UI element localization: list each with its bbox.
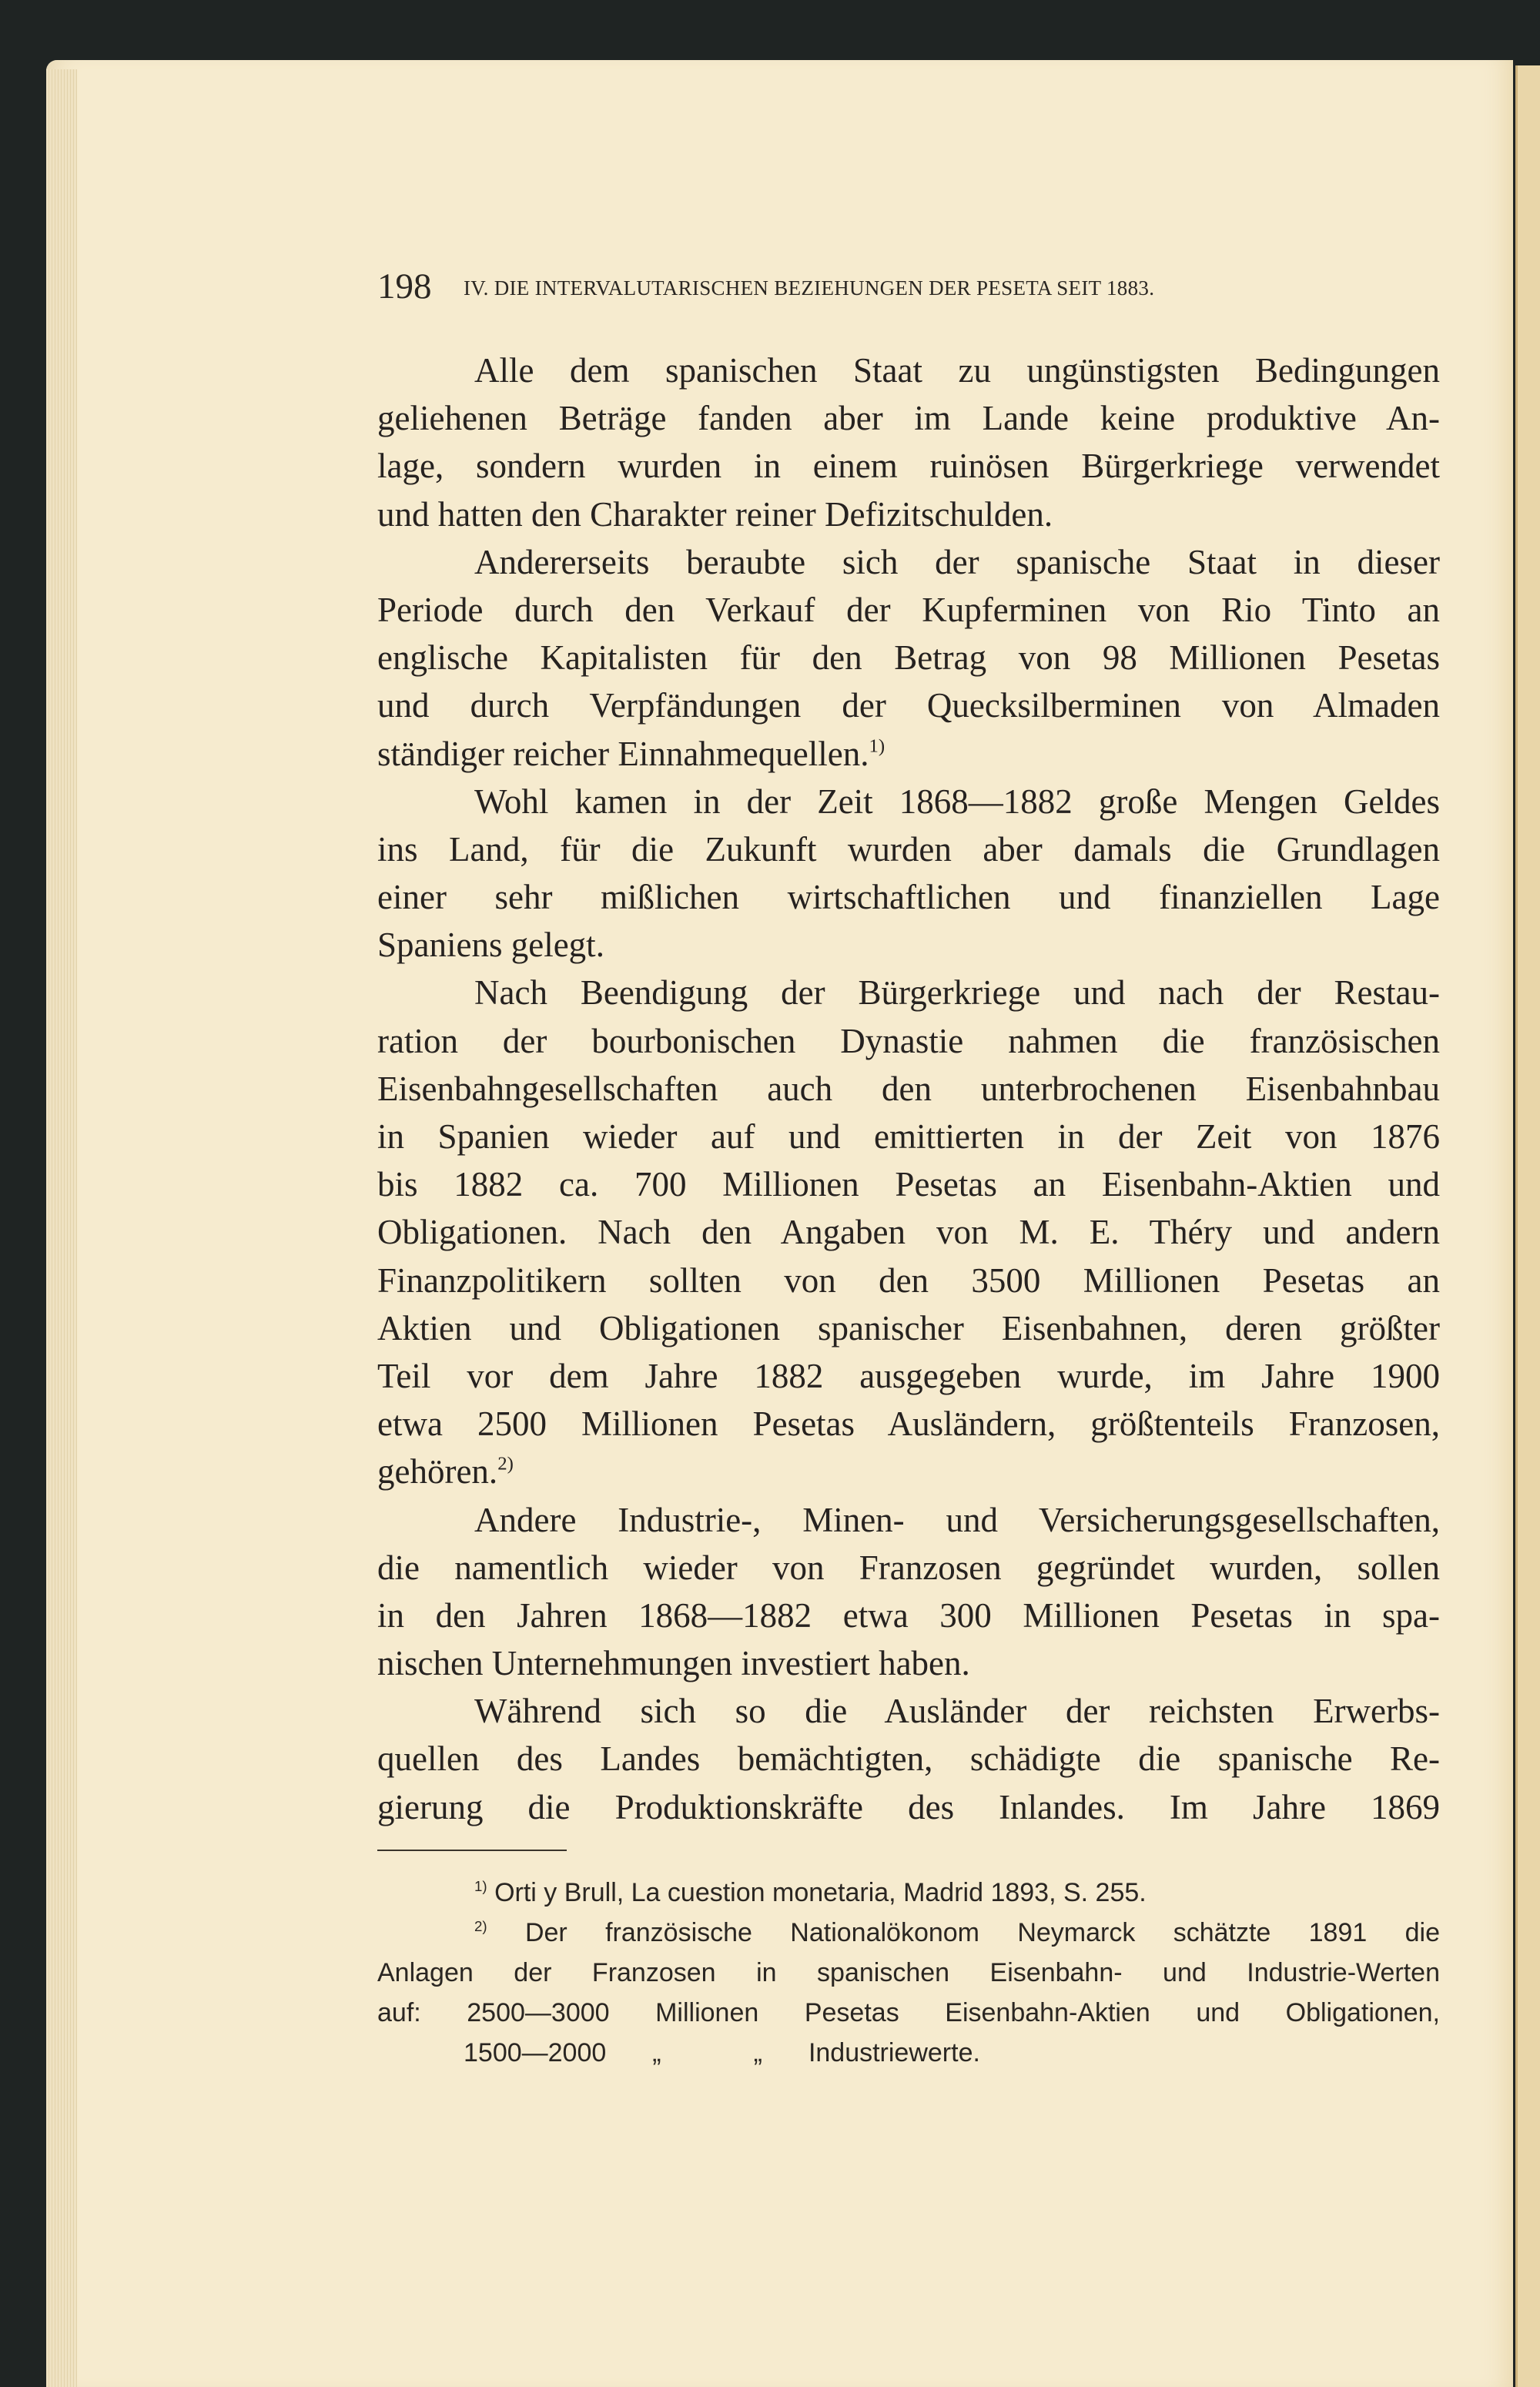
text-line: Wohl kamen in der Zeit 1868—1882 große Mengen Geldes xyxy=(474,782,1440,821)
text-line: Obligationen. Nach den Angaben von M. E. Théry und andern xyxy=(377,1213,1440,1252)
footnote-line xyxy=(377,2033,1440,2073)
text-line: englische Kapitalisten für den Betrag von 98 Millionen Pesetas xyxy=(377,638,1440,678)
text-line: nischen Unternehmungen investiert haben. xyxy=(377,1644,970,1683)
text-line: einer sehr mißlichen wirtschaftlichen und finanziellen Lage xyxy=(377,878,1440,917)
text-line: lage, sondern wurden in einem ruinösen Bürgerkriege verwendet xyxy=(377,447,1440,486)
footnotes xyxy=(377,1873,1440,2073)
footnote-marker: 1) xyxy=(474,1877,487,1894)
text-line: Andererseits beraubte sich der spanische Staat in dieser xyxy=(474,542,1440,581)
page-number: 198 xyxy=(377,266,432,306)
footnote-1 xyxy=(377,1873,1440,1913)
footnote-line: Anlagen der Franzosen in spanischen Eisenbahn- und Industrie-Werten xyxy=(377,1958,1440,1987)
running-title: IV. DIE INTERVALUTARISCHEN BEZIEHUNGEN DER PESETA SEIT 1883. xyxy=(464,276,1155,300)
footnote-ref-1[interactable]: 1) xyxy=(869,735,886,757)
text-line: Finanzpolitikern sollten von den 3500 Millionen Pesetas an xyxy=(377,1260,1440,1300)
text-line: in Spanien wieder auf und emittierten in der Zeit von 1876 xyxy=(377,1117,1440,1156)
text-line: geliehenen Beträge fanden aber im Lande keine produktive An- xyxy=(377,399,1440,438)
body-text xyxy=(377,346,1440,1831)
footnote-marker: 2) xyxy=(474,1917,487,1934)
text-line: und hatten den Charakter reiner Defizitschulden. xyxy=(377,494,1053,534)
text-line: gehören. xyxy=(377,1452,498,1491)
text-line: quellen des Landes bemächtigten, schädigte die spanische Re- xyxy=(377,1739,1440,1779)
ditto-mark: „ xyxy=(753,2038,762,2067)
text-line-with-ref xyxy=(377,1448,1440,1495)
footnote-line: auf: 2500—3000 Millionen Pesetas Eisenbahn-Aktien und Obligationen, xyxy=(377,1998,1440,2027)
text-line: bis 1882 ca. 700 Millionen Pesetas an Eisenbahn-Aktien und xyxy=(377,1165,1440,1204)
text-line: Während sich so die Ausländer der reichsten Erwerbs- xyxy=(474,1692,1440,1731)
page-header xyxy=(377,266,1440,312)
footnote-text: Orti y Brull, La cuestion monetaria, Madrid 1893, S. 255. xyxy=(494,1878,1147,1907)
page-edges xyxy=(46,69,77,2387)
text-line: gierung die Produktionskräfte des Inlandes. Im Jahre 1869 xyxy=(377,1787,1440,1826)
footnote-ref-2[interactable]: 2) xyxy=(497,1454,514,1475)
text-line: Spaniens gelegt. xyxy=(377,926,604,965)
ditto-mark: „ xyxy=(652,2038,661,2067)
text-line: etwa 2500 Millionen Pesetas Ausländern, größtenteils Franzosen, xyxy=(377,1404,1440,1444)
text-line-with-ref xyxy=(377,730,1440,778)
text-line: in den Jahren 1868—1882 etwa 300 Millionen Pesetas in spa- xyxy=(377,1595,1440,1635)
text-line: Alle dem spanischen Staat zu ungünstigsten Bedingungen xyxy=(474,351,1440,390)
text-line: Teil vor dem Jahre 1882 ausgegeben wurde, im Jahre 1900 xyxy=(377,1356,1440,1395)
footnote-range: 1500—2000 xyxy=(464,2038,607,2067)
footnote-text: Der französische Nationalökonom Neymarck schätzte 1891 die xyxy=(524,1918,1440,1947)
text-line: und durch Verpfändungen der Quecksilberminen von Almaden xyxy=(377,686,1440,725)
adjacent-page-edge xyxy=(1515,65,1540,2387)
text-line: Eisenbahngesellschaften auch den unterbrochenen Eisenbahnbau xyxy=(377,1069,1440,1108)
text-line: Andere Industrie-, Minen- und Versicherungsgesellschaften, xyxy=(474,1500,1440,1539)
text-line: ins Land, für die Zukunft wurden aber damals die Grundlagen xyxy=(377,829,1440,869)
footnote-2 xyxy=(377,1913,1440,1953)
text-line: die namentlich wieder von Franzosen gegründet wurden, sollen xyxy=(377,1548,1440,1587)
text-line: Periode durch den Verkauf der Kupferminen von Rio Tinto an xyxy=(377,590,1440,629)
footnote-separator xyxy=(377,1850,567,1851)
text-line: ständiger reicher Einnahmequellen. xyxy=(377,734,869,773)
footnote-text: Industriewerte. xyxy=(808,2038,980,2067)
text-line: ration der bourbonischen Dynastie nahmen die französischen xyxy=(377,1021,1440,1060)
text-line: Nach Beendigung der Bürgerkriege und nach der Restau- xyxy=(474,973,1440,1013)
text-line: Aktien und Obligationen spanischer Eisenbahnen, deren größter xyxy=(377,1308,1440,1348)
